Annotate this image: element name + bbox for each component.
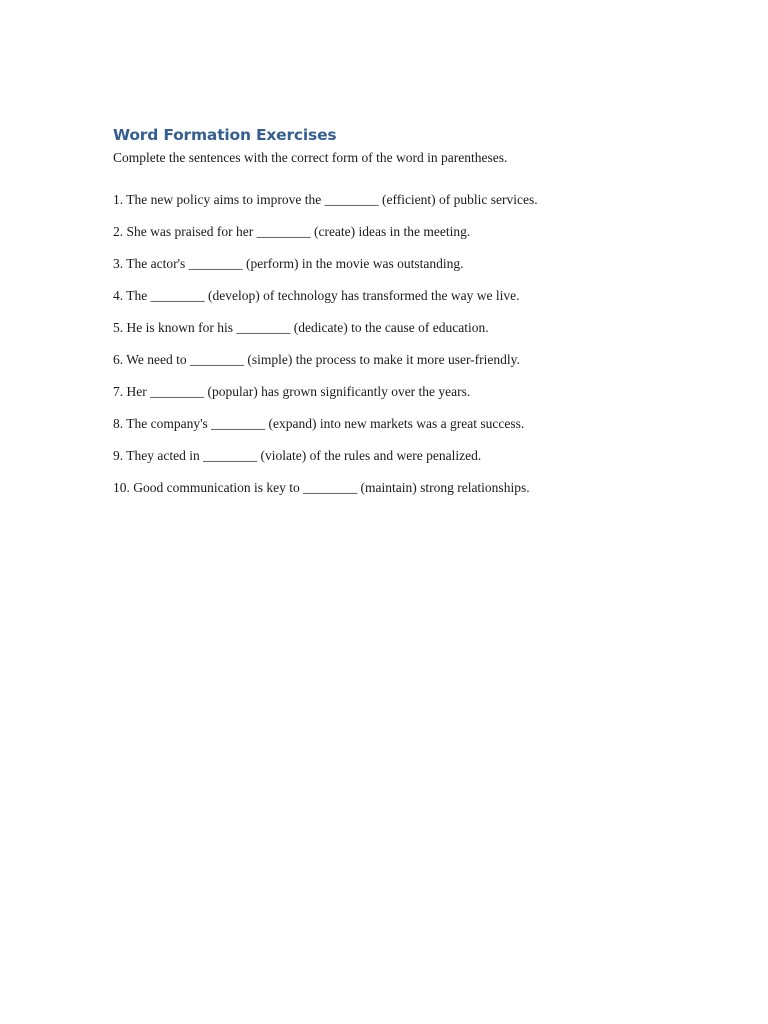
exercise-item: 9. They acted in ________ (violate) of the rules and were penalized.	[113, 448, 482, 463]
instructions-text: Complete the sentences with the correct form of the word in parentheses.	[113, 150, 508, 165]
exercise-item: 8. The company's ________ (expand) into new markets was a great success.	[113, 416, 525, 431]
exercise-item: 10. Good communication is key to ________ (maintain) strong relationships.	[113, 480, 530, 495]
document-title: Word Formation Exercises	[113, 126, 337, 144]
exercise-item: 4. The ________ (develop) of technology has transformed the way we live.	[113, 288, 520, 303]
document-body	[113, 124, 713, 510]
exercise-item: 6. We need to ________ (simple) the process to make it more user-friendly.	[113, 352, 520, 367]
exercise-item: 2. She was praised for her ________ (create) ideas in the meeting.	[113, 224, 471, 239]
exercise-item: 1. The new policy aims to improve the ________ (efficient) of public services.	[113, 192, 538, 207]
exercise-list	[113, 190, 713, 498]
exercise-item: 3. The actor's ________ (perform) in the movie was outstanding.	[113, 256, 464, 271]
exercise-item: 7. Her ________ (popular) has grown significantly over the years.	[113, 384, 471, 399]
exercise-item: 5. He is known for his ________ (dedicate) to the cause of education.	[113, 320, 489, 335]
